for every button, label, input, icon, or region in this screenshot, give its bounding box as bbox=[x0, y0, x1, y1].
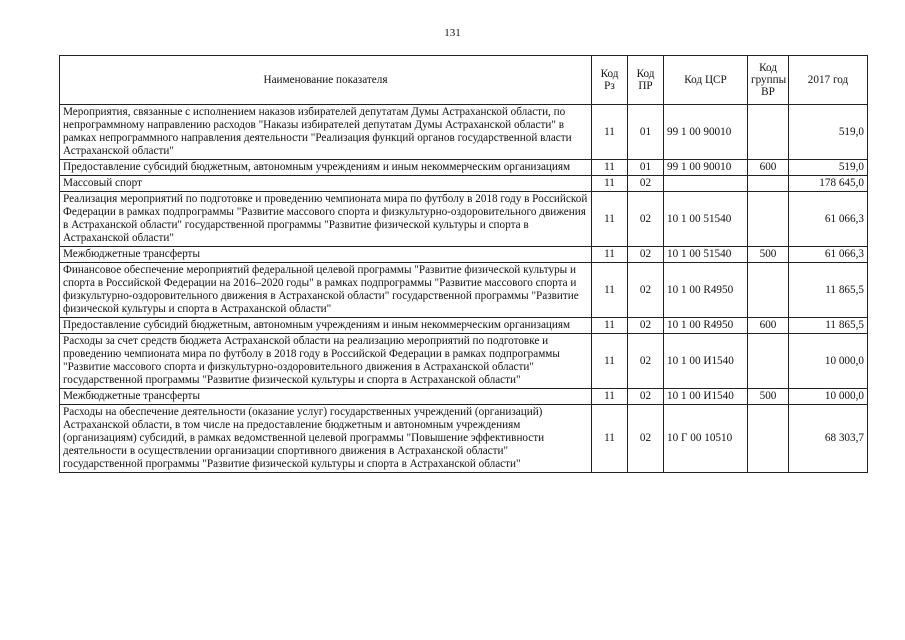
row-vr: 600 bbox=[748, 160, 789, 176]
row-rz: 11 bbox=[592, 263, 628, 318]
row-vr: 500 bbox=[748, 247, 789, 263]
page-number: 131 bbox=[444, 27, 461, 39]
table-row bbox=[60, 105, 868, 160]
row-csr: 10 1 00 51540 bbox=[664, 192, 748, 247]
row-pr: 01 bbox=[628, 105, 664, 160]
header-year: 2017 год bbox=[789, 56, 868, 105]
row-vr bbox=[748, 405, 789, 473]
table-row bbox=[60, 405, 868, 473]
row-name: Межбюджетные трансферты bbox=[60, 247, 592, 263]
row-name: Мероприятия, связанные с исполнением наказов избирателей депутатам Думы Астраханской области, по непрограммному направлению расходов "Наказы избирателей депутатам Думы Астраханской области" в рамках непрограммного направления деятельности "Реализация функций органов государственной власти Астраханской области" bbox=[60, 105, 592, 160]
table-row bbox=[60, 263, 868, 318]
table-row bbox=[60, 318, 868, 334]
row-rz: 11 bbox=[592, 160, 628, 176]
row-pr: 02 bbox=[628, 334, 664, 389]
row-name: Межбюджетные трансферты bbox=[60, 389, 592, 405]
row-vr bbox=[748, 176, 789, 192]
row-amount: 10 000,0 bbox=[789, 389, 868, 405]
header-vr: Код группы ВР bbox=[748, 56, 789, 105]
row-pr: 01 bbox=[628, 160, 664, 176]
table-row bbox=[60, 389, 868, 405]
table-row bbox=[60, 334, 868, 389]
row-csr: 10 1 00 И1540 bbox=[664, 334, 748, 389]
row-amount: 61 066,3 bbox=[789, 192, 868, 247]
row-vr bbox=[748, 334, 789, 389]
row-amount: 10 000,0 bbox=[789, 334, 868, 389]
row-name: Массовый спорт bbox=[60, 176, 592, 192]
row-csr: 10 1 00 И1540 bbox=[664, 389, 748, 405]
row-rz: 11 bbox=[592, 318, 628, 334]
row-rz: 11 bbox=[592, 176, 628, 192]
row-amount: 61 066,3 bbox=[789, 247, 868, 263]
row-pr: 02 bbox=[628, 318, 664, 334]
row-rz: 11 bbox=[592, 334, 628, 389]
row-rz: 11 bbox=[592, 405, 628, 473]
row-csr: 10 1 00 R4950 bbox=[664, 263, 748, 318]
row-vr: 500 bbox=[748, 389, 789, 405]
row-amount: 519,0 bbox=[789, 160, 868, 176]
row-name: Предоставление субсидий бюджетным, автономным учреждениям и иным некоммерческим организациям bbox=[60, 318, 592, 334]
row-pr: 02 bbox=[628, 192, 664, 247]
header-csr: Код ЦСР bbox=[664, 56, 748, 105]
row-name: Предоставление субсидий бюджетным, автономным учреждениям и иным некоммерческим организациям bbox=[60, 160, 592, 176]
header-pr: Код ПР bbox=[628, 56, 664, 105]
row-amount: 178 645,0 bbox=[789, 176, 868, 192]
row-amount: 68 303,7 bbox=[789, 405, 868, 473]
row-pr: 02 bbox=[628, 405, 664, 473]
table-row bbox=[60, 176, 868, 192]
row-vr bbox=[748, 263, 789, 318]
row-csr: 99 1 00 90010 bbox=[664, 160, 748, 176]
row-vr bbox=[748, 192, 789, 247]
row-vr: 600 bbox=[748, 318, 789, 334]
table-row bbox=[60, 160, 868, 176]
row-name: Расходы за счет средств бюджета Астраханской области на реализацию мероприятий по подготовке и проведению чемпионата мира по футболу в 2018 году в Российской Федерации в рамках подпрограммы "Развитие массового спорта и физкультурно-оздоровительного движения в Астраханской области" государственной программы "Развитие физической культуры и спорта в Астраханской области" bbox=[60, 334, 592, 389]
row-name: Финансовое обеспечение мероприятий федеральной целевой программы "Развитие физической культуры и спорта в Российской Федерации на 2016–2020 годы" в рамках подпрограммы "Развитие массового спорта и физкультурно-оздоровительного движения в Астраханской области" государственной программы "Развитие физической культуры и спорта в Астраханской области" bbox=[60, 263, 592, 318]
row-csr bbox=[664, 176, 748, 192]
row-amount: 11 865,5 bbox=[789, 318, 868, 334]
row-pr: 02 bbox=[628, 176, 664, 192]
row-amount: 519,0 bbox=[789, 105, 868, 160]
row-csr: 99 1 00 90010 bbox=[664, 105, 748, 160]
row-csr: 10 1 00 R4950 bbox=[664, 318, 748, 334]
row-rz: 11 bbox=[592, 192, 628, 247]
header-rz: Код Рз bbox=[592, 56, 628, 105]
header-name: Наименование показателя bbox=[60, 56, 592, 105]
table-row bbox=[60, 247, 868, 263]
table-header-row bbox=[60, 56, 868, 105]
row-vr bbox=[748, 105, 789, 160]
row-csr: 10 1 00 51540 bbox=[664, 247, 748, 263]
row-name: Расходы на обеспечение деятельности (оказание услуг) государственных учреждений (организаций) Астраханской области, в том числе на предоставление бюджетным и автономным учреждениям (организациям) субсидий, в рамках ведомственной целевой программы "Повышение эффективности деятельности в осуществлении организации спортивного движения в Астраханской области" государственной программы "Развитие физической культуры и спорта в Астраханской области" bbox=[60, 405, 592, 473]
table-row bbox=[60, 192, 868, 247]
row-name: Реализация мероприятий по подготовке и проведению чемпионата мира по футболу в 2018 году в Российской Федерации в рамках подпрограммы "Развитие массового спорта и физкультурно-оздоровительного движения в Астраханской области" государственной программы "Развитие физической культуры и спорта в Астраханской области" bbox=[60, 192, 592, 247]
row-pr: 02 bbox=[628, 247, 664, 263]
row-rz: 11 bbox=[592, 105, 628, 160]
row-pr: 02 bbox=[628, 263, 664, 318]
row-rz: 11 bbox=[592, 247, 628, 263]
row-pr: 02 bbox=[628, 389, 664, 405]
row-amount: 11 865,5 bbox=[789, 263, 868, 318]
budget-table bbox=[59, 55, 868, 473]
row-rz: 11 bbox=[592, 389, 628, 405]
row-csr: 10 Г 00 10510 bbox=[664, 405, 748, 473]
